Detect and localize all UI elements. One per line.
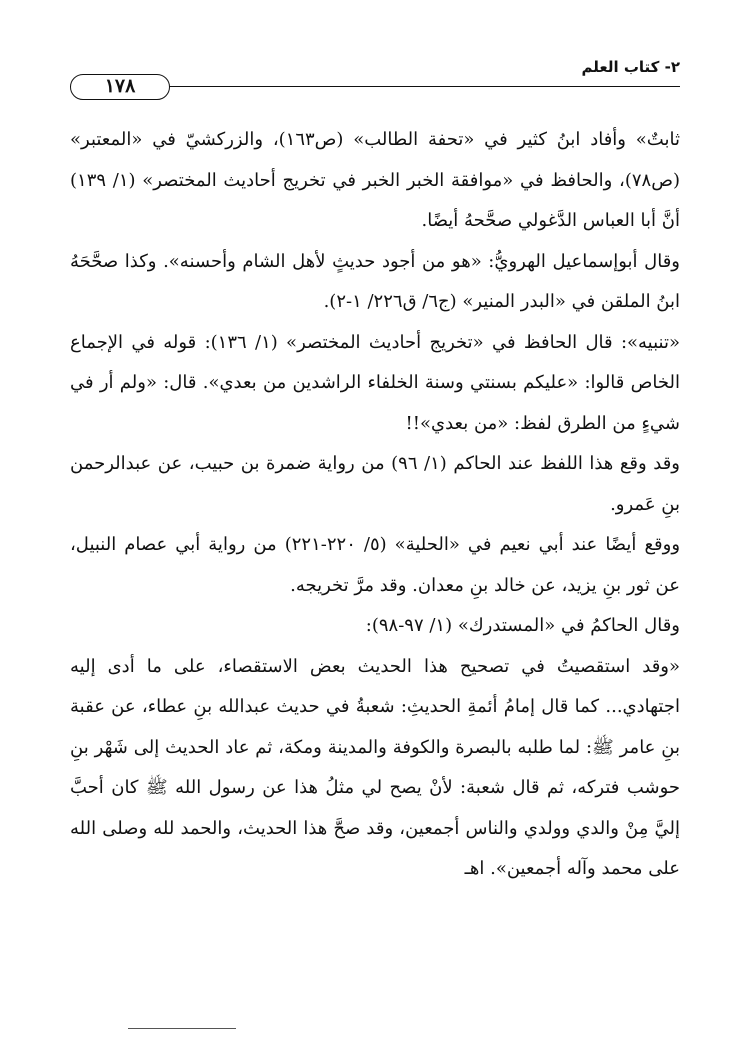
page-body [70, 120, 680, 890]
page-header [70, 58, 680, 98]
paragraph: وقال أبوإسماعيل الهرويُّ: «هو من أجود حديثٍ لأهل الشام وأحسنه». وكذا صحَّحَهُ ابنُ الملقن في «البدر المنير» (ج٦/ ق٢٢٦/ ١-٢). [70, 250, 680, 312]
paragraph: «تنبيه»: قال الحافظ في «تخريج أحاديث المختصر» (١/ ١٣٦): قوله في الإجماع الخاص قالوا: «عليكم بسنتي وسنة الخلفاء الراشدين من بعدي». قال: «ولم أر في شيءٍ من الطرق لفظ: «من بعدي»!! [70, 331, 680, 434]
paragraph: وقال الحاكمُ في «المستدرك» (١/ ٩٧-٩٨): [365, 615, 680, 636]
page-number: ١٧٨ [70, 74, 170, 100]
paragraph: ووقع أيضًا عند أبي نعيم في «الحلية» (٥/ ٢٢٠-٢٢١) من رواية أبي عصام النبيل، عن ثور بنِ يزيد، عن خالد بنِ معدان. وقد مرَّ تخريجه. [70, 534, 681, 596]
chapter-title: ٢- كتاب العلم [581, 58, 680, 76]
paragraph: ثابتٌ» وأفاد ابنُ كثير في «تحفة الطالب» (ص١٦٣)، والزركشيّ في «المعتبر» (ص٧٨)، والحافظ في «موافقة الخبر الخبر في تخريج أحاديث المختصر» (١/ ١٣٩) أنَّ أبا العباس الدَّغولي صحَّحهُ أيضًا. [70, 129, 680, 231]
footnote-rule [128, 1028, 236, 1029]
paragraph: «وقد استقصيتُ في تصحيح هذا الحديث بعض الاستقصاء، على ما أدى إليه اجتهادي... كما قال إمامُ أئمةِ الحديثِ: شعبةُ في حديث عبدالله بنِ عطاء، عن عقبة بنِ عامر ﷺ: لما طلبه بالبصرة والكوفة والمدينة ومكة، ثم عاد الحديث إلى شَهْر بنِ حوشب فتركه، ثم قال شعبة: لأنْ يصح لي مثلُ هذا عن رسول الله ﷺ كان أحبَّ إليَّ مِنْ والدي وولدي والناس أجمعين، وقد صحَّ هذا الحديث، والحمد لله وصلى الله على محمد وآله أجمعين». اهـ [70, 655, 680, 879]
paragraph: وقد وقع هذا اللفظ عند الحاكم (١/ ٩٦) من رواية ضمرة بن حبيب، عن عبدالرحمن بنِ عَمرو. [70, 453, 680, 515]
